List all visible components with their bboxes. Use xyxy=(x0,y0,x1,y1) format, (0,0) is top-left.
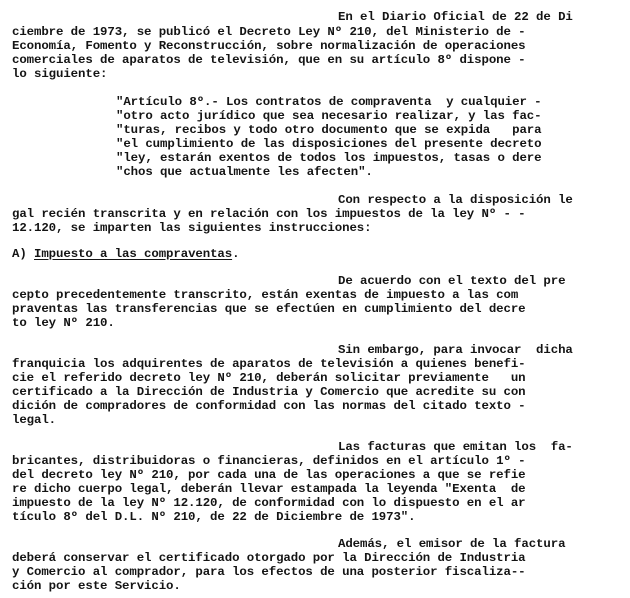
text-line: certificado a la Dirección de Industria y Comercio que acredite su con xyxy=(12,385,526,399)
text-line: gal recién transcrita y en relación con los impuestos de la ley Nº - - xyxy=(12,207,526,221)
quote-line: "el cumplimiento de las disposiciones del presente decreto xyxy=(116,137,542,151)
text-line: y Comercio al comprador, para los efectos de una posterior fiscaliza-- xyxy=(12,565,526,579)
text-line: De acuerdo con el texto del pre xyxy=(338,274,566,288)
text-line: 12.120, se imparten las siguientes instrucciones: xyxy=(12,221,372,235)
text-line: dición de compradores de conformidad con las normas del citado texto - xyxy=(12,399,526,413)
heading-title: Impuesto a las compraventas xyxy=(34,247,233,261)
quote-line: "otro acto jurídico que sea necesario realizar, y las fac- xyxy=(116,109,542,123)
text-line: legal. xyxy=(12,413,57,427)
heading-suffix: . xyxy=(232,247,240,261)
text-line: praventas las transferencias que se efectúen en cumplimiento del decre xyxy=(12,302,526,316)
text-line: to ley Nº 210. xyxy=(12,316,115,330)
text-line: franquicia los adquirentes de aparatos de televisión a quienes benefi- xyxy=(12,357,526,371)
text-line: Las facturas que emitan los fa- xyxy=(338,440,573,454)
text-line: bricantes, distribuidoras o financieras, definidos en el artículo 1º - xyxy=(12,454,526,468)
text-line: comerciales de aparatos de televisión, que en su artículo 8º dispone - xyxy=(12,53,526,67)
text-line: En el Diario Oficial de 22 de Di xyxy=(338,10,573,24)
text-line: ciembre de 1973, se publicó el Decreto Ley Nº 210, del Ministerio de - xyxy=(12,25,526,39)
text-line: ción por este Servicio. xyxy=(12,579,181,593)
text-line: tículo 8º del D.L. Nº 210, de 22 de Diciembre de 1973". xyxy=(12,510,416,524)
section-heading xyxy=(12,247,239,261)
quote-line: "chos que actualmente les afecten". xyxy=(116,165,373,179)
text-line: cie el referido decreto ley Nº 210, deberán solicitar previamente un xyxy=(12,371,526,385)
quote-line: "turas, recibos y todo otro documento que se expida para xyxy=(116,123,542,137)
text-line: Economía, Fomento y Reconstrucción, sobre normalización de operaciones xyxy=(12,39,526,53)
text-line: Sin embargo, para invocar dicha xyxy=(338,343,573,357)
text-line: re dicho cuerpo legal, deberán llevar estampada la leyenda "Exenta de xyxy=(12,482,526,496)
heading-prefix: A) xyxy=(12,247,35,261)
text-line: del decreto ley Nº 210, por cada una de las operaciones a que se refie xyxy=(12,468,526,482)
text-line: lo siguiente: xyxy=(12,67,108,81)
text-line: cepto precedentemente transcrito, están exentas de impuesto a las com xyxy=(12,288,519,302)
text-line: deberá conservar el certificado otorgado por la Dirección de Industria xyxy=(12,551,526,565)
quote-line: "ley, estarán exentos de todos los impuestos, tasas o dere xyxy=(116,151,542,165)
quote-line: "Artículo 8º.- Los contratos de compraventa y cualquier - xyxy=(116,95,542,109)
text-line: Además, el emisor de la factura xyxy=(338,537,566,551)
text-line: Con respecto a la disposición le xyxy=(338,193,573,207)
text-line: impuesto de la ley Nº 12.120, de conformidad con lo dispuesto en el ar xyxy=(12,496,526,510)
